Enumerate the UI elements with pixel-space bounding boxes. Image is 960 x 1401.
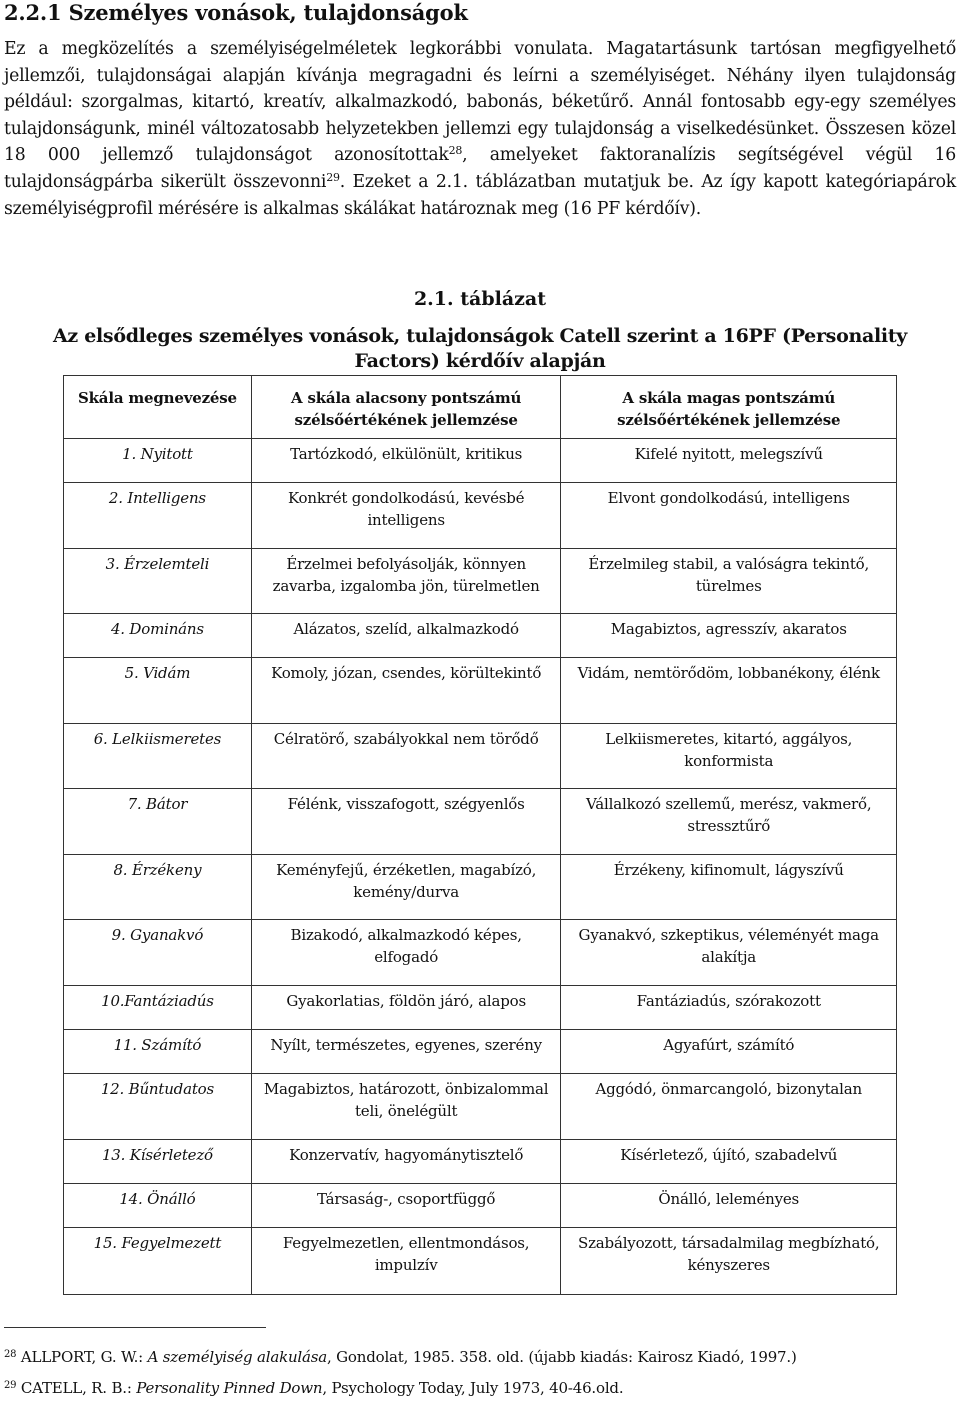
table-row <box>64 1140 897 1184</box>
table-row <box>64 483 897 549</box>
footnote-work-title: A személyiség alakulása <box>147 1348 328 1366</box>
header-low: A skála alacsony pontszámú szélsőértékének jellemzése <box>251 376 561 439</box>
intro-text-part1: Ez a megközelítés a személyiségelméletek legkorábbi vonulata. Magatartásunk tartósan megfigyelhető jellemzői, tulajdonságai alapján kívánja megragadni és leírni a személyiséget. Néhány ilyen tulajdonság például: szorgalmas, kitartó, kreatív, alkalmazkodó, babonás, béketűrő. Annál fontosabb egy-egy személyes tulajdonságunk, minél változatosabb helyzetekben jellemzi egy tulajdonság a viselkedésünket. Összesen közel 18 000 jellemző tulajdonságot azonosítottak <box>4 39 956 166</box>
traits-table <box>63 375 897 1295</box>
cell-high: Szabályozott, társadalmilag megbízható, kényszeres <box>561 1228 897 1295</box>
cell-low: Keményfejű, érzéketlen, magabízó, kemény/durva <box>251 855 561 920</box>
cell-high: Elvont gondolkodású, intelligens <box>561 483 897 549</box>
footnote-ref-28[interactable]: 28 <box>448 144 463 158</box>
footnote-author: CATELL, R. B.: <box>20 1379 137 1397</box>
table-row <box>64 986 897 1030</box>
intro-text-part3: . Ezeket a 2.1. táblázatban mutatjuk be. Az így kapott kategóriapárok személyiségprofil mérésére is alkalmas skálákat határoznak meg (16 PF kérdőív). <box>4 171 956 219</box>
cell-high: Érzékeny, kifinomult, lágyszívű <box>561 855 897 920</box>
cell-scale: 12. Bűntudatos <box>64 1074 252 1140</box>
cell-scale: 10.Fantáziadús <box>64 986 252 1030</box>
footnote-ref-29[interactable]: 29 <box>326 170 340 184</box>
cell-scale: 9. Gyanakvó <box>64 920 252 986</box>
cell-high: Érzelmileg stabil, a valóságra tekintő, türelmes <box>561 549 897 614</box>
cell-high: Kifelé nyitott, melegszívű <box>561 439 897 483</box>
cell-high: Kísérletező, újító, szabadelvű <box>561 1140 897 1184</box>
cell-scale: 7. Bátor <box>64 789 252 855</box>
cell-low: Konzervatív, hagyománytisztelő <box>251 1140 561 1184</box>
table-row <box>64 1228 897 1295</box>
cell-scale: 3. Érzelemteli <box>64 549 252 614</box>
table-row <box>64 1030 897 1074</box>
table-row <box>64 439 897 483</box>
cell-scale: 1. Nyitott <box>64 439 252 483</box>
cell-scale: 4. Domináns <box>64 614 252 658</box>
cell-scale: 5. Vidám <box>64 658 252 724</box>
table-number: 2.1. táblázat <box>413 288 547 310</box>
table-row <box>64 614 897 658</box>
cell-scale: 6. Lelkiismeretes <box>64 724 252 789</box>
table-row <box>64 855 897 920</box>
footnote-number: 28 <box>4 1349 17 1360</box>
intro-paragraph <box>4 36 956 222</box>
cell-high: Fantáziadús, szórakozott <box>561 986 897 1030</box>
table-row <box>64 1184 897 1228</box>
cell-low: Alázatos, szelíd, alkalmazkodó <box>251 614 561 658</box>
table-title: Az elsődleges személyes vonások, tulajdonságok Catell szerint a 16PF (Personality Factors) kérdőív alapján <box>52 325 908 372</box>
cell-high: Lelkiismeretes, kitartó, aggályos, konformista <box>561 724 897 789</box>
cell-high: Vidám, nemtörődöm, lobbanékony, élénk <box>561 658 897 724</box>
cell-low: Konkrét gondolkodású, kevésbé intelligens <box>251 483 561 549</box>
footnote-details: , Gondolat, 1985. 358. old. (újabb kiadás: Kairosz Kiadó, 1997.) <box>327 1348 797 1366</box>
table-row <box>64 658 897 724</box>
cell-low: Nyílt, természetes, egyenes, szerény <box>251 1030 561 1074</box>
cell-low: Bizakodó, alkalmazkodó képes, elfogadó <box>251 920 561 986</box>
footnote-29 <box>4 1379 623 1397</box>
cell-scale: 14. Önálló <box>64 1184 252 1228</box>
cell-high: Vállalkozó szellemű, merész, vakmerő, stressztűrő <box>561 789 897 855</box>
cell-high: Önálló, leleményes <box>561 1184 897 1228</box>
intro-text-part2: , amelyeket faktoranalízis segítségével végül 16 tulajdonságpárba sikerült összevonni <box>4 145 957 192</box>
cell-low: Gyakorlatias, földön járó, alapos <box>251 986 561 1030</box>
cell-high: Agyafúrt, számító <box>561 1030 897 1074</box>
cell-low: Célratörő, szabályokkal nem törődő <box>251 724 561 789</box>
cell-low: Fegyelmezetlen, ellentmondásos, impulzív <box>251 1228 561 1295</box>
footnote-author: ALLPORT, G. W.: <box>20 1348 148 1366</box>
footnote-divider <box>4 1327 266 1328</box>
cell-low: Félénk, visszafogott, szégyenlős <box>251 789 561 855</box>
header-high: A skála magas pontszámú szélsőértékének jellemzése <box>561 376 897 439</box>
cell-low: Tartózkodó, elkülönült, kritikus <box>251 439 561 483</box>
table-body <box>64 439 897 1295</box>
table-row <box>64 1074 897 1140</box>
cell-scale: 11. Számító <box>64 1030 252 1074</box>
table-header-row <box>64 376 897 439</box>
cell-high: Aggódó, önmarcangoló, bizonytalan <box>561 1074 897 1140</box>
cell-scale: 8. Érzékeny <box>64 855 252 920</box>
cell-scale: 15. Fegyelmezett <box>64 1228 252 1295</box>
table-row <box>64 549 897 614</box>
cell-scale: 2. Intelligens <box>64 483 252 549</box>
section-heading: 2.2.1 Személyes vonások, tulajdonságok <box>4 0 468 25</box>
footnote-number: 29 <box>4 1380 17 1391</box>
cell-low: Komoly, józan, csendes, körültekintő <box>251 658 561 724</box>
cell-low: Magabiztos, határozott, önbizalommal teli, önelégült <box>251 1074 561 1140</box>
footnote-work-title: Personality Pinned Down <box>136 1379 323 1397</box>
footnote-28 <box>4 1348 797 1366</box>
footnote-details: , Psychology Today, July 1973, 40-46.old. <box>322 1379 624 1397</box>
cell-high: Magabiztos, agresszív, akaratos <box>561 614 897 658</box>
cell-low: Érzelmei befolyásolják, könnyen zavarba, izgalomba jön, türelmetlen <box>251 549 561 614</box>
table-row <box>64 920 897 986</box>
header-scale: Skála megnevezése <box>64 376 252 439</box>
table-row <box>64 789 897 855</box>
cell-high: Gyanakvó, szkeptikus, véleményét maga alakítja <box>561 920 897 986</box>
cell-scale: 13. Kísérletező <box>64 1140 252 1184</box>
cell-low: Társaság-, csoportfüggő <box>251 1184 561 1228</box>
table-row <box>64 724 897 789</box>
